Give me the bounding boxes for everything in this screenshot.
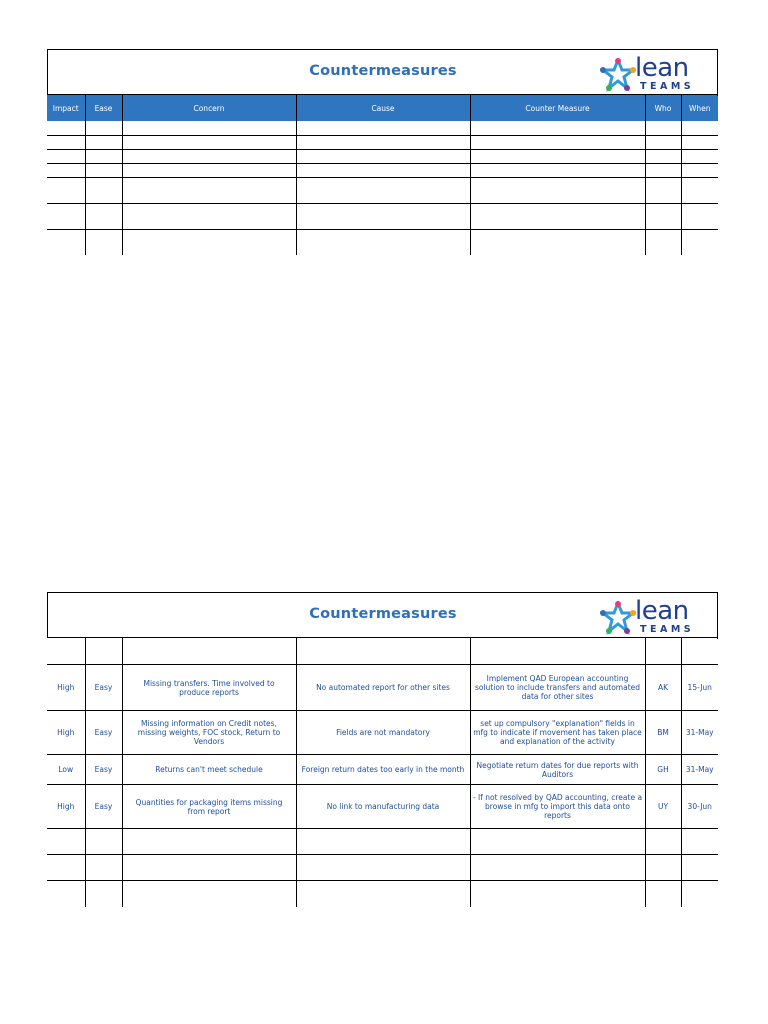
table-row: [47, 755, 718, 785]
cell-cause: Foreign return dates too early in the month: [296, 755, 470, 785]
lean-teams-logo: [600, 54, 700, 94]
sheet-title: Countermeasures: [309, 63, 457, 79]
cell-when: 15-Jun: [681, 665, 718, 711]
col-header-ease: Ease: [85, 95, 122, 121]
cell-ease: Easy: [85, 665, 122, 711]
table-header-row: [47, 95, 718, 121]
table-row: [47, 711, 718, 755]
cell-when: 31-May: [681, 711, 718, 755]
cell-counter-measure: - If not resolved by QAD accounting, create a browse in mfg to import this data onto reports: [470, 785, 645, 829]
table-row: [47, 149, 718, 163]
table-row: [47, 855, 718, 881]
cell-concern: Returns can't meet schedule: [122, 755, 296, 785]
cell-impact: High: [47, 665, 85, 711]
cell-impact: High: [47, 711, 85, 755]
cell-cause: No automated report for other sites: [296, 665, 470, 711]
cell-who: BM: [645, 711, 681, 755]
logo-sub: TEAMS: [640, 624, 695, 635]
cell-who: UY: [645, 785, 681, 829]
cell-cause: Fields are not mandatory: [296, 711, 470, 755]
countermeasures-filled-sheet: [47, 592, 718, 907]
table-row: [47, 881, 718, 907]
col-header-concern: Concern: [122, 95, 296, 121]
col-header-counter-measure: Counter Measure: [470, 95, 645, 121]
table-row: [47, 229, 718, 255]
cell-who: GH: [645, 755, 681, 785]
col-header-cause: Cause: [296, 95, 470, 121]
blank-header-row: [47, 638, 718, 665]
cell-when: 30-Jun: [681, 785, 718, 829]
table-row: [47, 785, 718, 829]
cell-ease: Easy: [85, 711, 122, 755]
cell-concern: Missing information on Credit notes, missing weights, FOC stock, Return to Vendors: [122, 711, 296, 755]
cell-impact: Low: [47, 755, 85, 785]
col-header-impact: Impact: [47, 95, 85, 121]
lean-teams-logo: [600, 597, 700, 637]
sheet-title: Countermeasures: [309, 606, 457, 622]
table-row: [47, 135, 718, 149]
star-people-icon: [600, 601, 636, 635]
countermeasures-template-sheet: [47, 49, 718, 255]
cell-who: AK: [645, 665, 681, 711]
cell-counter-measure: Negotiate return dates for due reports with Auditors: [470, 755, 645, 785]
table-row: [47, 163, 718, 177]
col-header-who: Who: [645, 95, 681, 121]
countermeasures-table: [47, 638, 718, 907]
cell-concern: Quantities for packaging items missing from report: [122, 785, 296, 829]
cell-ease: Easy: [85, 755, 122, 785]
cell-impact: High: [47, 785, 85, 829]
logo-word: lean: [635, 53, 689, 83]
col-header-when: When: [681, 95, 718, 121]
table-row: [47, 829, 718, 855]
logo-sub: TEAMS: [640, 81, 695, 92]
cell-when: 31-May: [681, 755, 718, 785]
cell-counter-measure: set up compulsory "explanation" fields in mfg to indicate if movement has taken place and explanation of the activity: [470, 711, 645, 755]
table-row: [47, 121, 718, 135]
title-box: [47, 592, 718, 638]
cell-counter-measure: Implement QAD European accounting solution to include transfers and automated data for other sites: [470, 665, 645, 711]
table-row: [47, 177, 718, 203]
logo-word: lean: [635, 596, 689, 626]
table-row: [47, 665, 718, 711]
cell-ease: Easy: [85, 785, 122, 829]
star-people-icon: [600, 58, 636, 92]
title-box: [47, 49, 718, 95]
template-table: [47, 95, 718, 255]
cell-concern: Missing transfers. Time involved to produce reports: [122, 665, 296, 711]
table-row: [47, 203, 718, 229]
cell-cause: No link to manufacturing data: [296, 785, 470, 829]
